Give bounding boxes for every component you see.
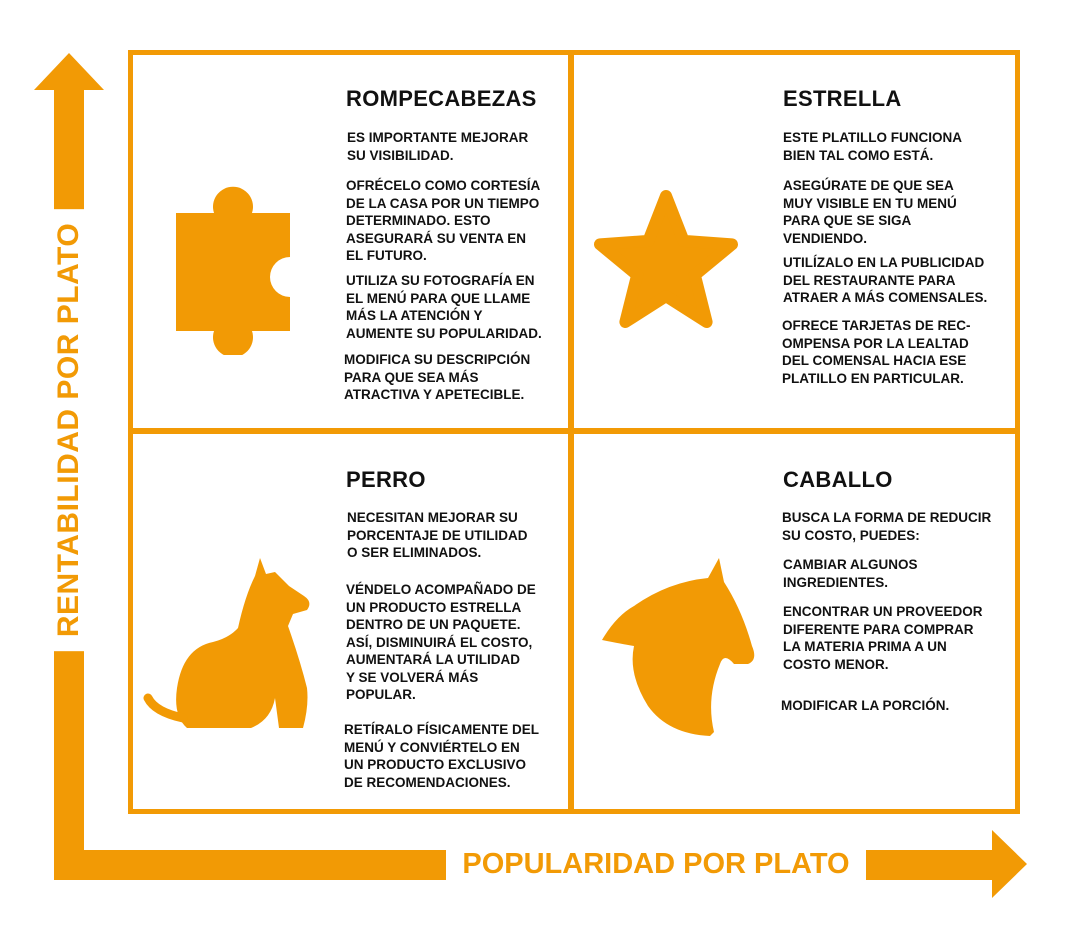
quadrant-paragraph: UTILIZA SU FOTOGRAFÍA EN EL MENÚ PARA QUE LLAME MÁS LA ATENCIÓN Y AUMENTE SU POPULARIDAD. [346, 273, 542, 341]
quadrant-paragraph: ES IMPORTANTE MEJORAR SU VISIBILIDAD. [347, 130, 529, 163]
quadrant-paragraph: CAMBIAR ALGUNOS INGREDIENTES. [783, 557, 918, 590]
quadrant-paragraph: ENCONTRAR UN PROVEEDOR DIFERENTE PARA COMPRAR LA MATERIA PRIMA A UN COSTO MENOR. [783, 604, 983, 672]
star-icon [588, 186, 744, 334]
quadrant-paragraph: MODIFICAR LA PORCIÓN. [781, 698, 950, 713]
dog-icon [143, 556, 315, 734]
quadrant-paragraph: ESTE PLATILLO FUNCIONA BIEN TAL COMO ESTÁ. [783, 130, 962, 163]
quadrant-paragraph: UTILÍZALO EN LA PUBLICIDAD DEL RESTAURANTE PARA ATRAER A MÁS COMENSALES. [783, 255, 988, 305]
quadrant-paragraph: MODIFICA SU DESCRIPCIÓN PARA QUE SEA MÁS ATRACTIVA Y APETECIBLE. [344, 352, 531, 402]
quadrant-title: PERRO [346, 467, 426, 492]
quadrant-paragraph: RETÍRALO FÍSICAMENTE DEL MENÚ Y CONVIÉRTELO EN UN PRODUCTO EXCLUSIVO DE RECOMENDACIONES. [344, 722, 539, 790]
quadrant-title: ROMPECABEZAS [346, 86, 537, 111]
quadrant-paragraph: OFRECE TARJETAS DE REC- OMPENSA POR LA LEALTAD DEL COMENSAL HACIA ESE PLATILLO EN PARTICULAR. [782, 318, 971, 386]
horse-head-icon [598, 556, 758, 738]
x-axis-label: POPULARIDAD POR PLATO [446, 843, 866, 885]
quadrant-paragraph: OFRÉCELO COMO CORTESÍA DE LA CASA POR UN TIEMPO DETERMINADO. ESTO ASEGURARÁ SU VENTA EN EL FUTURO. [346, 178, 541, 263]
quadrant-paragraph: BUSCA LA FORMA DE REDUCIR SU COSTO, PUEDES: [782, 510, 992, 543]
puzzle-piece-icon [176, 183, 292, 355]
quadrant-paragraph: NECESITAN MEJORAR SU PORCENTAJE DE UTILIDAD O SER ELIMINADOS. [347, 510, 528, 560]
y-axis-label: RENTABILIDAD POR PLATO [52, 209, 86, 651]
quadrant-paragraph: ASEGÚRATE DE QUE SEA MUY VISIBLE EN TU MENÚ PARA QUE SE SIGA VENDIENDO. [783, 178, 957, 246]
quadrant-title: CABALLO [783, 467, 893, 492]
quadrant-paragraph: VÉNDELO ACOMPAÑADO DE UN PRODUCTO ESTRELLA DENTRO DE UN PAQUETE. ASÍ, DISMINUIRÁ EL COSTO, AUMENTARÁ LA UTILIDAD Y SE VOLVERÁ MÁS POPULAR. [346, 582, 536, 702]
grid-horizontal-divider [128, 428, 1020, 434]
quadrant-title: ESTRELLA [783, 86, 902, 111]
